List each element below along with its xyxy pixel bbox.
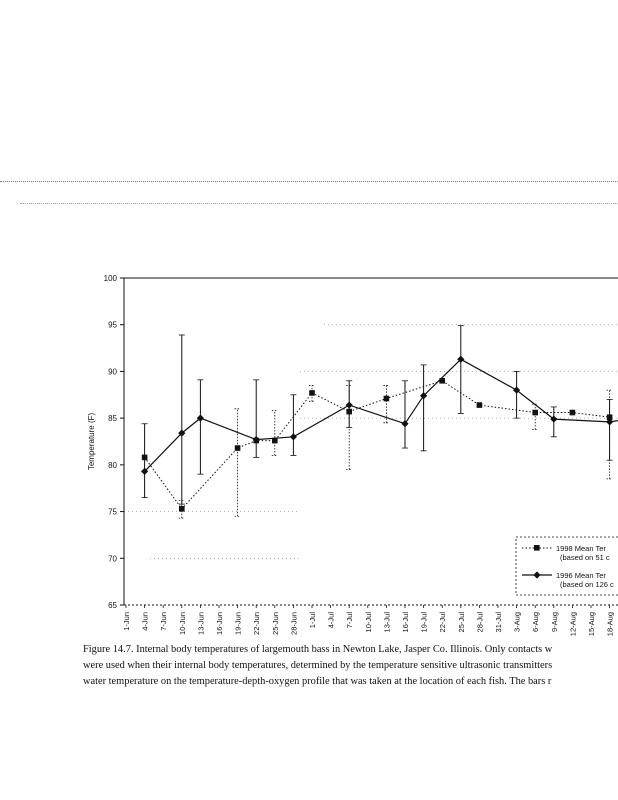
x-tick-label: 1-Jun	[122, 612, 131, 631]
x-tick-label: 16-Jun	[215, 612, 224, 635]
x-tick-label: 3-Aug	[512, 612, 522, 633]
x-tick-label: 19-Jun	[233, 612, 243, 635]
x-tick-label: 25-Jun	[270, 612, 280, 635]
series-1996-marker	[290, 433, 297, 440]
x-tick-label: 22-Jun	[252, 612, 262, 635]
x-tick-label: 28-Jun	[289, 612, 299, 635]
series-1998-line	[145, 381, 610, 509]
series-1998-marker	[179, 506, 185, 512]
x-tick-label: 13-Jun	[196, 612, 206, 635]
x-tick-label: 9-Aug	[549, 612, 559, 633]
x-tick-label: 1-Jul	[308, 612, 317, 629]
y-tick-label: 90	[108, 367, 117, 377]
y-tick-label: 100	[103, 274, 117, 283]
legend-1998-marker	[534, 545, 540, 551]
y-tick-label: 95	[108, 320, 117, 330]
x-tick-label: 16-Jul	[401, 612, 410, 633]
y-tick-label: 85	[108, 414, 117, 424]
y-axis-title: Temperature (F)	[87, 412, 96, 471]
x-tick-label: 18-Aug	[605, 612, 615, 637]
y-tick-label: 75	[108, 507, 117, 517]
y-tick-label: 80	[108, 460, 117, 470]
legend-1996-label: 1996 Mean Ter	[556, 571, 606, 580]
series-1996-marker	[401, 420, 408, 427]
figure-caption	[83, 642, 618, 690]
x-tick-label: 15-Aug	[587, 612, 596, 637]
series-1998-marker	[235, 445, 241, 451]
x-tick-label: 6-Aug	[531, 612, 541, 633]
legend-1998-label: 1998 Mean Ter	[556, 544, 606, 553]
y-tick-label: 70	[108, 554, 117, 564]
series-1998-marker	[532, 410, 538, 416]
caption-line-2: were used when their internal body temperatures, determined by the temperature sensitive ultrasonic transmitters	[83, 660, 553, 671]
x-tick-label: 4-Jul	[326, 612, 336, 629]
x-tick-label: 4-Jun	[140, 612, 150, 631]
legend-1996-sublabel: (based on 126 c	[560, 580, 614, 589]
x-tick-label: 7-Jul	[345, 612, 355, 629]
series-1996-marker	[346, 401, 353, 408]
x-tick-label: 28-Jul	[475, 612, 485, 633]
y-tick-label: 65	[108, 601, 117, 610]
x-tick-label: 7-Jun	[159, 612, 169, 631]
x-tick-label: 10-Jul	[363, 612, 373, 633]
x-tick-label: 22-Jul	[438, 612, 448, 633]
series-1996-line	[145, 359, 618, 471]
x-tick-label: 12-Aug	[568, 612, 578, 637]
x-tick-label: 31-Jul	[494, 612, 503, 633]
x-tick-label: 10-Jun	[177, 612, 187, 635]
x-tick-label: 19-Jul	[419, 612, 429, 633]
x-tick-label: 25-Jul	[456, 612, 466, 633]
caption-line-1: Figure 14.7. Internal body temperatures of largemouth bass in Newton Lake, Jasper Co. Illinois. Only contacts w	[83, 644, 553, 655]
series-1998-marker	[309, 390, 315, 396]
series-1998-marker	[570, 410, 576, 416]
legend-1998-sublabel: (based on 51 c	[560, 553, 610, 562]
series-1998-marker	[477, 402, 483, 408]
series-1998-marker	[384, 396, 390, 402]
caption-line-3: water temperature on the temperature-depth-oxygen profile that was taken at the location of each fish. The bars r	[83, 676, 552, 687]
x-tick-label: 13-Jul	[382, 612, 392, 633]
